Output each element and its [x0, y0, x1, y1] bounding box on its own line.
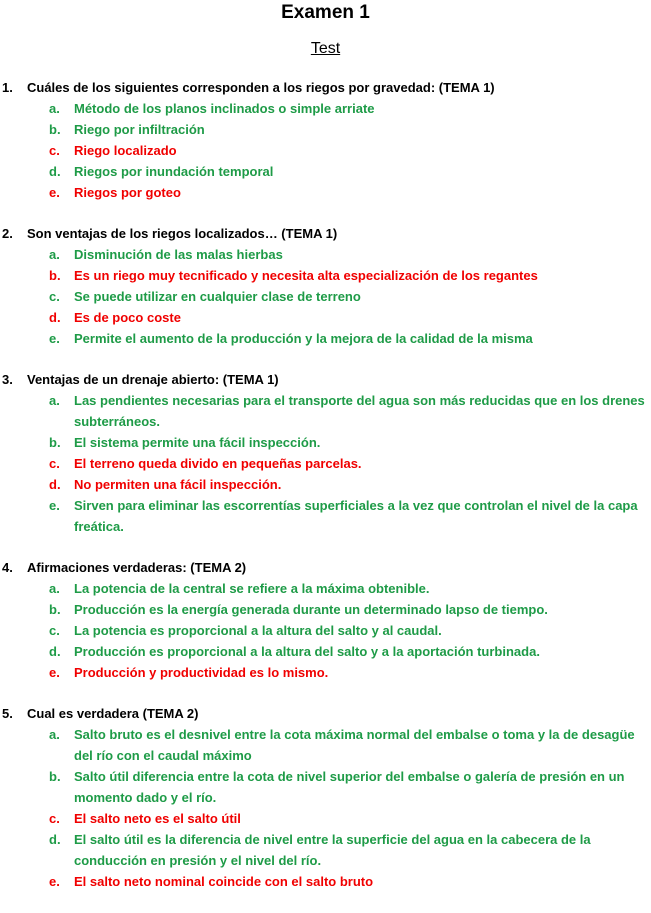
- option-letter: a.: [49, 393, 60, 408]
- option-letter: c.: [49, 623, 60, 638]
- question-label: Afirmaciones verdaderas: (TEMA 2): [27, 560, 247, 575]
- option-letter: d.: [49, 644, 61, 659]
- option-letter: d.: [49, 164, 61, 179]
- question-3-option-5: [0, 495, 651, 537]
- option-letter: a.: [49, 581, 60, 596]
- option-text: El salto neto es el salto útil: [74, 811, 241, 826]
- question-1: [0, 78, 651, 203]
- question-5-option-3: [0, 808, 651, 829]
- question-3-option-3: [0, 453, 651, 474]
- option-list: [0, 244, 651, 349]
- option-text: Permite el aumento de la producción y la mejora de la calidad de la misma: [74, 331, 533, 346]
- question-4-option-3: [0, 620, 651, 641]
- option-text: Disminución de las malas hierbas: [74, 247, 283, 262]
- question-4-option-2: [0, 599, 651, 620]
- option-text: Sirven para eliminar las escorrentías superficiales a la vez que controlan el nivel de la capa freática.: [74, 498, 638, 534]
- option-text: Riegos por inundación temporal: [74, 164, 274, 179]
- option-letter: c.: [49, 811, 60, 826]
- option-letter: b.: [49, 602, 61, 617]
- question-2: [0, 224, 651, 349]
- option-letter: e.: [49, 331, 60, 346]
- question-1-option-3: [0, 140, 651, 161]
- question-5-option-4: [0, 829, 651, 871]
- question-text: [0, 558, 651, 578]
- option-letter: e.: [49, 185, 60, 200]
- option-text: La potencia de la central se refiere a la máxima obtenible.: [74, 581, 430, 596]
- question-number: 4.: [2, 560, 13, 575]
- option-letter: d.: [49, 832, 61, 847]
- option-text: Producción y productividad es lo mismo.: [74, 665, 329, 680]
- page-title: Examen 1: [281, 2, 370, 23]
- question-number: 1.: [2, 80, 13, 95]
- option-text: Producción es proporcional a la altura del salto y a la aportación turbinada.: [74, 644, 540, 659]
- question-2-option-1: [0, 244, 651, 265]
- option-letter: b.: [49, 769, 61, 784]
- question-number: 2.: [2, 226, 13, 241]
- question-1-option-2: [0, 119, 651, 140]
- option-text: No permiten una fácil inspección.: [74, 477, 282, 492]
- option-letter: b.: [49, 435, 61, 450]
- option-letter: c.: [49, 143, 60, 158]
- option-text: La potencia es proporcional a la altura del salto y al caudal.: [74, 623, 442, 638]
- question-1-option-5: [0, 182, 651, 203]
- question-3-option-2: [0, 432, 651, 453]
- option-letter: d.: [49, 310, 61, 325]
- question-label: Cual es verdadera (TEMA 2): [27, 706, 199, 721]
- option-list: [0, 578, 651, 683]
- question-list: [0, 78, 651, 913]
- question-5-option-5: [0, 871, 651, 892]
- option-text: El terreno queda divido en pequeñas parcelas.: [74, 456, 362, 471]
- option-text: Las pendientes necesarias para el transporte del agua son más reducidas que en los drenes subterráneos.: [74, 393, 645, 429]
- option-text: Salto bruto es el desnivel entre la cota máxima normal del embalse o toma y la de desagüe del río con el caudal máximo: [74, 727, 635, 763]
- question-3: [0, 370, 651, 537]
- question-2-option-5: [0, 328, 651, 349]
- question-text: [0, 370, 651, 390]
- option-letter: a.: [49, 101, 60, 116]
- option-letter: e.: [49, 874, 60, 889]
- question-4: [0, 558, 651, 683]
- question-2-option-3: [0, 286, 651, 307]
- question-text: [0, 704, 651, 724]
- option-text: Riego localizado: [74, 143, 177, 158]
- option-text: Salto útil diferencia entre la cota de nivel superior del embalse o galería de presión en un momento dado y el río.: [74, 769, 625, 805]
- question-4-option-4: [0, 641, 651, 662]
- option-text: El salto neto nominal coincide con el salto bruto: [74, 874, 374, 889]
- option-text: Es de poco coste: [74, 310, 181, 325]
- question-2-option-4: [0, 307, 651, 328]
- question-number: 3.: [2, 372, 13, 387]
- question-text: [0, 78, 651, 98]
- option-letter: c.: [49, 456, 60, 471]
- option-letter: d.: [49, 477, 61, 492]
- question-label: Son ventajas de los riegos localizados… (TEMA 1): [27, 226, 338, 241]
- option-text: Riego por infiltración: [74, 122, 205, 137]
- option-text: Riegos por goteo: [74, 185, 181, 200]
- option-text: El salto útil es la diferencia de nivel entre la superficie del agua en la cabecera de la conducción en presión y el nivel del río.: [74, 832, 591, 868]
- question-5-option-1: [0, 724, 651, 766]
- option-list: [0, 390, 651, 537]
- question-3-option-1: [0, 390, 651, 432]
- question-text: [0, 224, 651, 244]
- option-letter: a.: [49, 247, 60, 262]
- question-label: Ventajas de un drenaje abierto: (TEMA 1): [27, 372, 279, 387]
- option-letter: e.: [49, 665, 60, 680]
- option-text: El sistema permite una fácil inspección.: [74, 435, 321, 450]
- question-2-option-2: [0, 265, 651, 286]
- option-text: Método de los planos inclinados o simple arriate: [74, 101, 375, 116]
- option-letter: c.: [49, 289, 60, 304]
- option-text: Se puede utilizar en cualquier clase de terreno: [74, 289, 361, 304]
- question-3-option-4: [0, 474, 651, 495]
- question-5: [0, 704, 651, 892]
- question-number: 5.: [2, 706, 13, 721]
- option-text: Es un riego muy tecnificado y necesita alta especialización de los regantes: [74, 268, 538, 283]
- question-4-option-5: [0, 662, 651, 683]
- option-text: Producción es la energía generada durante un determinado lapso de tiempo.: [74, 602, 548, 617]
- option-letter: b.: [49, 268, 61, 283]
- question-1-option-4: [0, 161, 651, 182]
- question-4-option-1: [0, 578, 651, 599]
- question-1-option-1: [0, 98, 651, 119]
- option-letter: b.: [49, 122, 61, 137]
- option-letter: e.: [49, 498, 60, 513]
- option-letter: a.: [49, 727, 60, 742]
- option-list: [0, 98, 651, 203]
- page-subtitle: Test: [310, 40, 341, 57]
- question-label: Cuáles de los siguientes corresponden a los riegos por gravedad: (TEMA 1): [27, 80, 495, 95]
- question-5-option-2: [0, 766, 651, 808]
- option-list: [0, 724, 651, 892]
